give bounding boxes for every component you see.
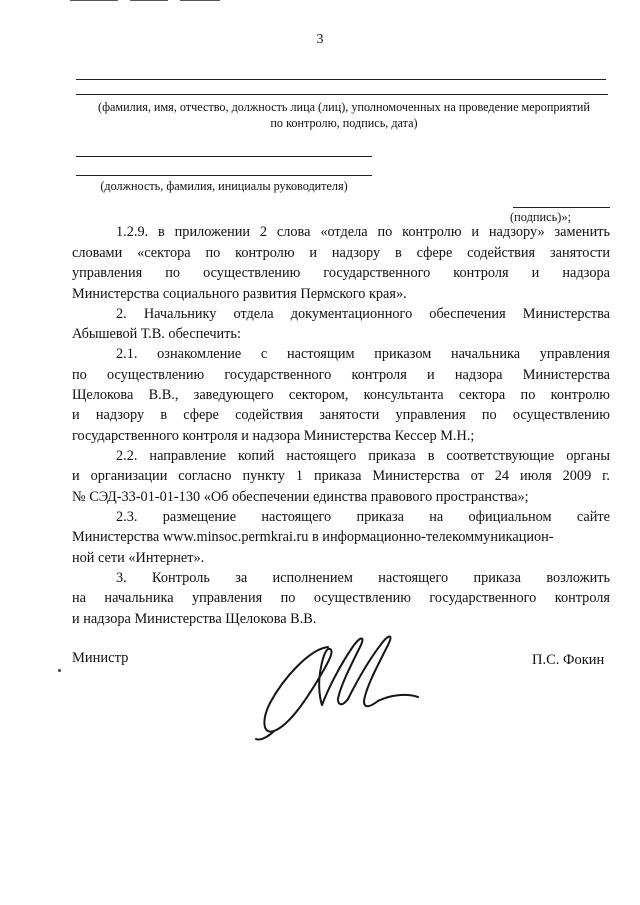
body-line-13: и организации согласно пункту 1 приказа Министерства от 24 июля 2009 г. <box>72 468 610 484</box>
body-line-11: государственного контроля и надзора Министерства Кессер М.Н.; <box>72 428 475 444</box>
body-line-10: и надзору в сфере содействия занятости управления по осуществлению <box>72 407 610 423</box>
body-line-18: 3. Контроль за исполнением настоящего приказа возложить <box>116 570 610 586</box>
head-caption: (должность, фамилия, инициалы руководителя) <box>100 179 348 193</box>
scan-speck <box>58 669 61 672</box>
signature-caption: (подпись)»; <box>510 210 572 224</box>
authorized-persons-caption-line-1: (фамилия, имя, отчество, должность лица (лиц), уполномоченных на проведение мероприятий <box>98 100 590 114</box>
authorized-persons-line-1 <box>76 79 606 80</box>
body-line-1: 1.2.9. в приложении 2 слова «отдела по контролю и надзору» заменить <box>116 224 610 240</box>
body-line-14: № СЭД-33-01-01-130 «Об обеспечении единства правового пространства»; <box>72 489 529 505</box>
body-line-16: Министерства www.minsoc.permkrai.ru в информационно-телекоммуникацион- <box>72 529 554 545</box>
authorized-persons-line-2 <box>76 94 608 95</box>
head-line-1 <box>76 156 372 157</box>
body-line-8: по осуществлению государственного контроля и надзора Министерства <box>72 367 610 383</box>
body-line-15: 2.3. размещение настоящего приказа на официальном сайте <box>116 509 610 525</box>
authorized-persons-caption <box>70 99 618 131</box>
body-line-5: 2. Начальнику отдела документационного обеспечения Министерства <box>116 306 610 322</box>
head-line-2 <box>76 175 372 176</box>
body-line-7: 2.1. ознакомление с настоящим приказом начальника управления <box>116 346 610 362</box>
body-line-3: управления по осуществлению государственного контроля и надзора <box>72 265 610 281</box>
handwritten-signature <box>250 625 430 745</box>
body-line-17: ной сети «Интернет». <box>72 550 205 566</box>
scan-artifact <box>130 0 168 1</box>
body-line-12: 2.2. направление копий настоящего приказа в соответствующие органы <box>116 448 610 464</box>
authorized-persons-caption-line-2: по контролю, подпись, дата) <box>270 116 418 130</box>
body-line-9: Щелокова В.В., заведующего сектором, консультанта сектора по контролю <box>72 387 610 403</box>
body-line-2: словами «сектора по контролю и надзору в сфере содействия занятости <box>72 245 610 261</box>
page-number: 3 <box>316 32 324 47</box>
signatory-title: Министр <box>72 650 129 666</box>
scan-artifact <box>70 0 118 1</box>
body-line-19: на начальника управления по осуществлению государственного контроля <box>72 590 610 606</box>
body-line-20: и надзора Министерства Щелокова В.В. <box>72 611 317 627</box>
body-line-4: Министерства социального развития Пермского края». <box>72 286 407 302</box>
body-line-6: Абышевой Т.В. обеспечить: <box>72 326 241 342</box>
scan-artifact <box>180 0 220 1</box>
signatory-name: П.С. Фокин <box>532 652 605 668</box>
signature-line <box>513 207 610 208</box>
